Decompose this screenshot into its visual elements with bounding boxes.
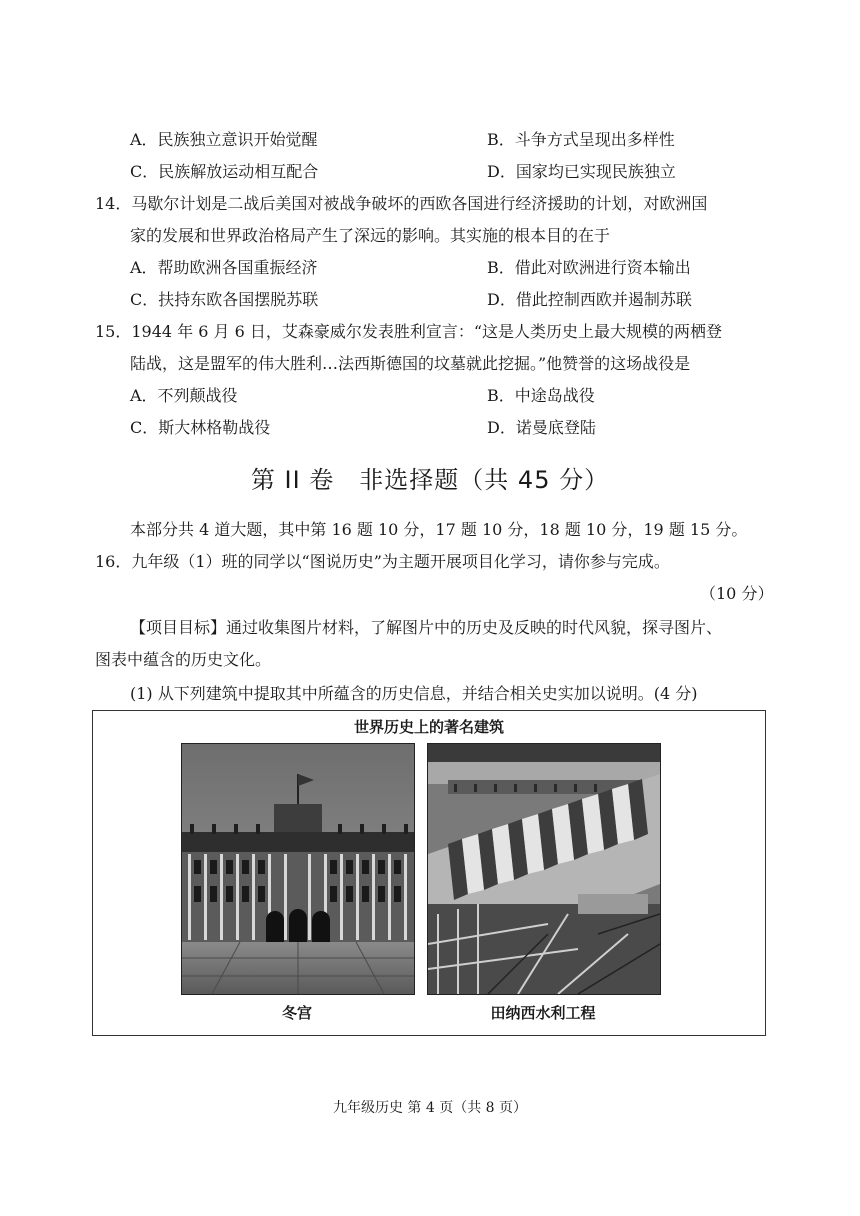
q14-option-b: B．借此对欧洲进行资本输出 (487, 258, 691, 277)
q16-sub-question-1: (1) 从下列建筑中提取其中所蕴含的历史信息，并结合相关史实加以说明。(4 分) (130, 684, 698, 703)
q14-option-a: A．帮助欧洲各国重振经济 (130, 258, 318, 277)
q16-stem-line1: 16．九年级（1）班的同学以“图说历史”为主题开展项目化学习，请你参与完成。 (95, 552, 670, 571)
tennessee-dam-caption: 田纳西水利工程 (490, 1004, 596, 1022)
q14-stem-line1: 14．马歇尔计划是二战后美国对被战争破坏的西欧各国进行经济援助的计划，对欧洲国 (95, 194, 708, 213)
q14-option-c: C．扶持东欧各国摆脱苏联 (130, 290, 319, 309)
q15-stem-line1: 15．1944 年 6 月 6 日，艾森豪威尔发表胜利宣言：“这是人类历史上最大规模的两栖登 (95, 322, 723, 341)
q13-option-a: A．民族独立意识开始觉醒 (130, 130, 318, 149)
section-title: 第 II 卷 非选择题（共 45 分） (250, 466, 610, 494)
figure-title: 世界历史上的著名建筑 (353, 718, 504, 736)
q16-goal-line1: 【项目目标】通过收集图片材料，了解图片中的历史及反映的时代风貌，探寻图片、 (130, 618, 723, 637)
q16-goal-line2: 图表中蕴含的历史文化。 (95, 650, 272, 669)
q15-option-d: D．诺曼底登陆 (487, 418, 596, 437)
figure-box (92, 710, 766, 1036)
winter-palace-caption: 冬宫 (281, 1004, 312, 1022)
q16-points: （10 分） (700, 584, 774, 603)
page-footer: 九年级历史 第 4 页（共 8 页） (332, 1100, 528, 1116)
q13-option-b: B．斗争方式呈现出多样性 (487, 130, 675, 149)
q14-stem-line2: 家的发展和世界政治格局产生了深远的影响。其实施的根本目的在于 (130, 226, 611, 245)
q15-option-c: C．斯大林格勒战役 (130, 418, 271, 437)
q15-stem-line2: 陆战，这是盟军的伟大胜利…法西斯德国的坟墓就此挖掘。”他赞誉的这场战役是 (130, 354, 691, 373)
section-intro: 本部分共 4 道大题，其中第 16 题 10 分，17 题 10 分，18 题 10 分，19 题 15 分。 (130, 520, 748, 539)
q13-option-c: C．民族解放运动相互配合 (130, 162, 319, 181)
tennessee-dam-photo (427, 743, 661, 995)
q13-option-d: D．国家均已实现民族独立 (487, 162, 676, 181)
q14-option-d: D．借此控制西欧并遏制苏联 (487, 290, 692, 309)
q15-option-a: A．不列颠战役 (130, 386, 238, 405)
q15-option-b: B．中途岛战役 (487, 386, 595, 405)
winter-palace-photo (181, 743, 415, 995)
